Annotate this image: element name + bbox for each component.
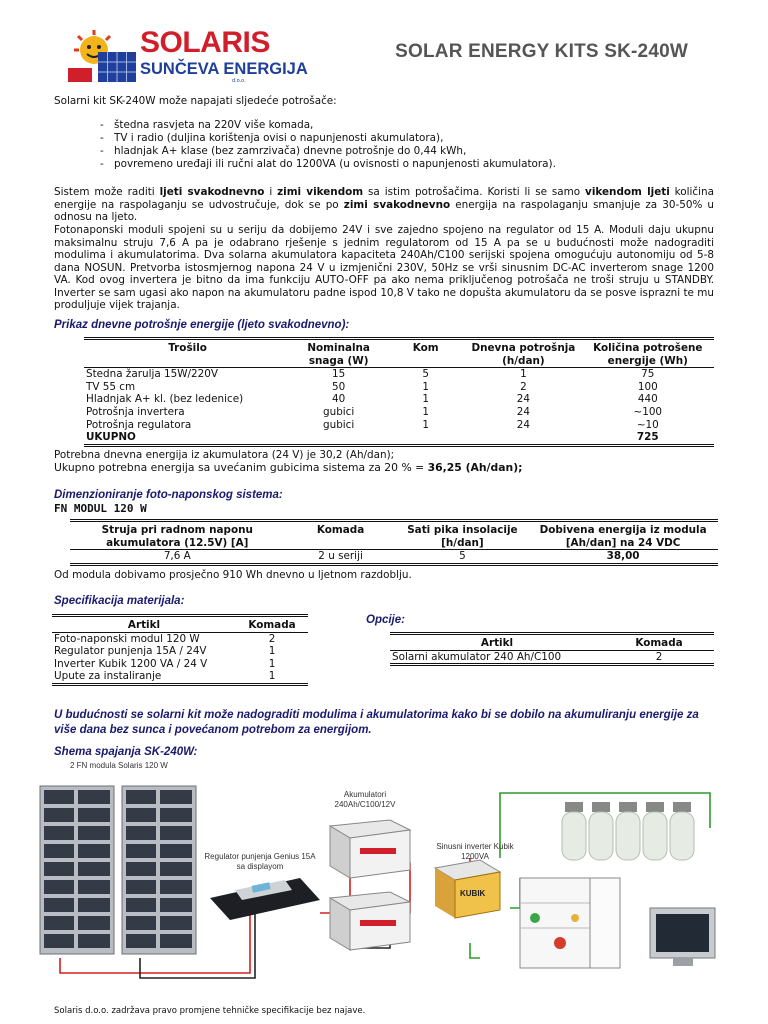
options-table — [390, 632, 714, 668]
table-row: Foto-naponski modul 120 W 2 — [54, 632, 276, 645]
total-row: UKUPNO 725 — [86, 431, 659, 444]
list-item: - TV i radio (duljina korištenja ovisi o napunjenosti akumulatora), — [100, 132, 660, 145]
list-item: - hladnjak A+ klase (bez zamrzivača) dnevne potrošnje do 0,44 kWh, — [100, 145, 660, 158]
label-inverter: Sinusni inverter Kubik 1200VA — [436, 842, 514, 861]
footer-note: Solaris d.o.o. zadržava pravo promjene tehničke specifikacije bez najave. — [54, 1006, 366, 1016]
table-row: Upute za instaliranje 1 — [54, 670, 276, 683]
pv-panel-icon — [122, 786, 196, 954]
label-battery: Akumulatori 240Ah/C100/12V — [334, 790, 396, 809]
label-regulator: Regulator punjenja Genius 15A sa displayom — [204, 852, 316, 871]
pv-heading: Dimenzioniranje foto-naponskog sistema: — [54, 489, 283, 501]
materials-table — [52, 614, 308, 688]
charge-regulator-icon — [210, 878, 320, 920]
inverter-brand: KUBIK — [460, 889, 486, 898]
table-header: Struja pri radnom naponu akumulatora (12.5V) [A] Komada Sati pika insolacije [h/dan] Dobivena energija iz modula [Ah/dan] na 24 VDC — [101, 524, 707, 549]
consumption-note-2: Ukupno potrebna energija sa uvećanim gubicima sistema za 20 % = 36,25 (Ah/dan); — [54, 461, 523, 474]
table-row: Štedna žarulja 15W/220V 15 5 1 75 — [86, 368, 655, 381]
page-title: SOLAR ENERGY KITS SK-240W — [395, 41, 688, 62]
list-item: - povremeno uređaji ili ručni alat do 1200VA (u ovisnosti o napunjenosti akumulatora). — [100, 158, 660, 171]
sun-panel-logo-icon — [68, 28, 140, 84]
pv-note: Od modula dobivamo prosječno 910 Wh dnevno u ljetnom razdoblju. — [54, 569, 412, 581]
light-bulb-icon — [562, 802, 586, 860]
light-bulb-icon — [589, 802, 613, 860]
pv-panel-icon — [40, 786, 114, 954]
light-bulb-icon — [616, 802, 640, 860]
list-item: - štedna rasvjeta na 220V više komada, — [100, 119, 660, 132]
logo-subtitle: SUNČEVA ENERGIJA — [140, 60, 308, 78]
table-row: Solarni akumulator 240 Ah/C100 2 — [392, 650, 663, 663]
light-bulb-icon — [670, 802, 694, 860]
table-header: Artikl Komada — [127, 619, 296, 631]
table-row: Hladnjak A+ kl. (bez ledenice) 40 1 24 440 — [86, 393, 658, 406]
battery-icon — [330, 892, 410, 950]
table-row: 7,6 A 2 u seriji 5 38,00 — [163, 550, 640, 563]
table-row: Potrošnja invertera gubici 1 24 ~100 — [86, 405, 663, 418]
table-row: Regulator punjenja 15A / 24V 1 — [54, 645, 276, 658]
table-header: Trošilo Nominalna snaga (W) Kom Dnevna potrošnja (h/dan) Količina potrošene energije (Wh) — [168, 342, 703, 367]
tv-icon — [650, 908, 715, 966]
logo-suffix: d.o.o. — [232, 78, 246, 84]
pv-table — [70, 519, 718, 568]
pv-subheading: FN MODUL 120 W — [54, 502, 147, 515]
future-note: U budućnosti se solarni kit može nadograditi modulima i akumulatorima kako bi se dobilo na akumuliranju energije za više dana bez sunca i povećanom potrebom za energijom. — [54, 709, 699, 736]
table-row: Potrošnja regulatora gubici 1 24 ~10 — [86, 418, 659, 431]
logo-brand: SOLARIS — [140, 26, 270, 59]
light-bulb-icon — [643, 802, 667, 860]
logo — [68, 26, 308, 84]
materials-heading: Specifikacija materijala: — [54, 595, 185, 607]
system-description: Fotonaponski moduli spojeni su u seriju da dobijemo 24V i sve zajedno spojeno na regulator od 15 A. Moduli daju ukupnu maksimalnu struju 7,6 A pa je odabrano rješenje s jednim regulatorom od 15 A pa se u budućnosti može nadograditi modulima i akumulatorima. Dva solarna akumulatora kapaciteta 240Ah/C100 serijski spojena omogućuju autonomiju od 5-8 dana NOSUN. Pretvorba istosmjernog napona 24 V u izmjenični 230V, 50Hz se vrši sinusnim DC-AC inverterom snage 1200 VA. Kod ovog invertera je bitno da ima funkciju AUTO-OFF pa ako nema priključenog potrošača ne troši struju u STANDBY. Inverter se sam ugasi ako napon na akumulatoru padne ispod 10,8 V tako ne dopušta akumulatoru da se posve isprazni te mu produljuje vijek trajanja. — [54, 224, 714, 311]
diagram-heading: Shema spajanja SK-240W: — [54, 746, 198, 758]
table-row: TV 55 cm 50 1 2 100 — [86, 380, 658, 393]
label-modules: 2 FN modula Solaris 120 W — [70, 761, 168, 770]
usage-paragraph: Sistem može raditi ljeti svakodnevno i zimi vikendom sa istim potrošačima. Koristi li se samo vikendom ljeti količina energije na raspolaganju se udvostručuje, dok se po zimi svakodnevno energija na raspolaganju smanjuje za 30-50% u odnosu na ljeto. — [54, 186, 715, 223]
inverter-icon — [435, 860, 500, 918]
consumption-table — [84, 337, 714, 449]
consumption-note-1: Potrebna dnevna energija iz akumulatora (24 V) je 30,2 (Ah/dan); — [54, 449, 395, 461]
table-header: Artikl Komada — [480, 637, 683, 649]
refrigerator-icon — [520, 878, 620, 968]
options-heading: Opcije: — [366, 614, 405, 626]
consumption-heading: Prikaz dnevne potrošnje energije (ljeto svakodnevno): — [54, 319, 350, 331]
consumer-list — [100, 119, 660, 171]
table-row: Inverter Kubik 1200 VA / 24 V 1 — [54, 657, 276, 670]
intro-lead: Solarni kit SK-240W može napajati sljedeće potrošače: — [54, 95, 337, 107]
battery-icon — [330, 820, 410, 878]
